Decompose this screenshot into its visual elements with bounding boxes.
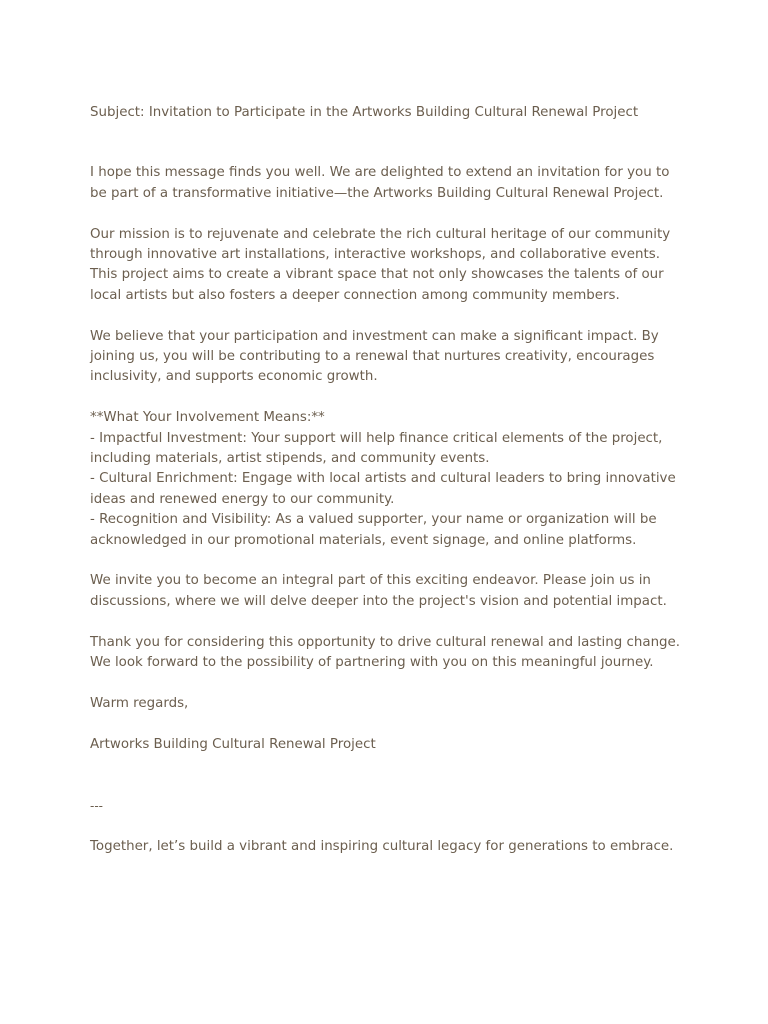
list-item: - Impactful Investment: Your support will help finance critical elements of the project, including materials, artist stipends, and community events. xyxy=(90,430,663,467)
paragraph-mission: Our mission is to rejuvenate and celebrate the rich cultural heritage of our community through innovative art installations, interactive workshops, and collaborative events. This project aims to create a vibrant space that not only showcases the talents of our local artists but also fosters a deeper connection among community members. xyxy=(90,226,671,303)
list-item: - Cultural Enrichment: Engage with local artists and cultural leaders to bring innovative ideas and renewed energy to our community. xyxy=(90,471,676,507)
involvement-section xyxy=(90,408,682,551)
paragraph-thanks: Thank you for considering this opportunity to drive cultural renewal and lasting change. We look forward to the possibility of partnering with you on this meaningful journey. xyxy=(90,634,681,671)
subject-line: Subject: Invitation to Participate in the Artworks Building Cultural Renewal Project xyxy=(90,105,639,120)
signature: Artworks Building Cultural Renewal Project xyxy=(90,736,376,752)
closing-line: Warm regards, xyxy=(90,695,189,711)
paragraph-greeting: I hope this message finds you well. We are delighted to extend an invitation for you to be part of a transformative initiative—the Artworks Building Cultural Renewal Project. xyxy=(90,165,670,201)
divider: --- xyxy=(90,799,103,814)
paragraph-invite: We invite you to become an integral part of this exciting endeavor. Please join us in discussions, where we will delve deeper into the project's vision and potential impact. xyxy=(90,573,667,609)
involvement-heading: **What Your Involvement Means:** xyxy=(90,410,325,426)
tagline: Together, let’s build a vibrant and inspiring cultural legacy for generations to embrace. xyxy=(90,838,674,854)
letter-body xyxy=(90,103,682,857)
list-item: - Recognition and Visibility: As a valued supporter, your name or organization will be acknowledged in our promotional materials, event signage, and online platforms. xyxy=(90,512,657,548)
paragraph-impact: We believe that your participation and investment can make a significant impact. By joining us, you will be contributing to a renewal that nurtures creativity, encourages inclusivity, and supports economic growth. xyxy=(90,328,659,385)
